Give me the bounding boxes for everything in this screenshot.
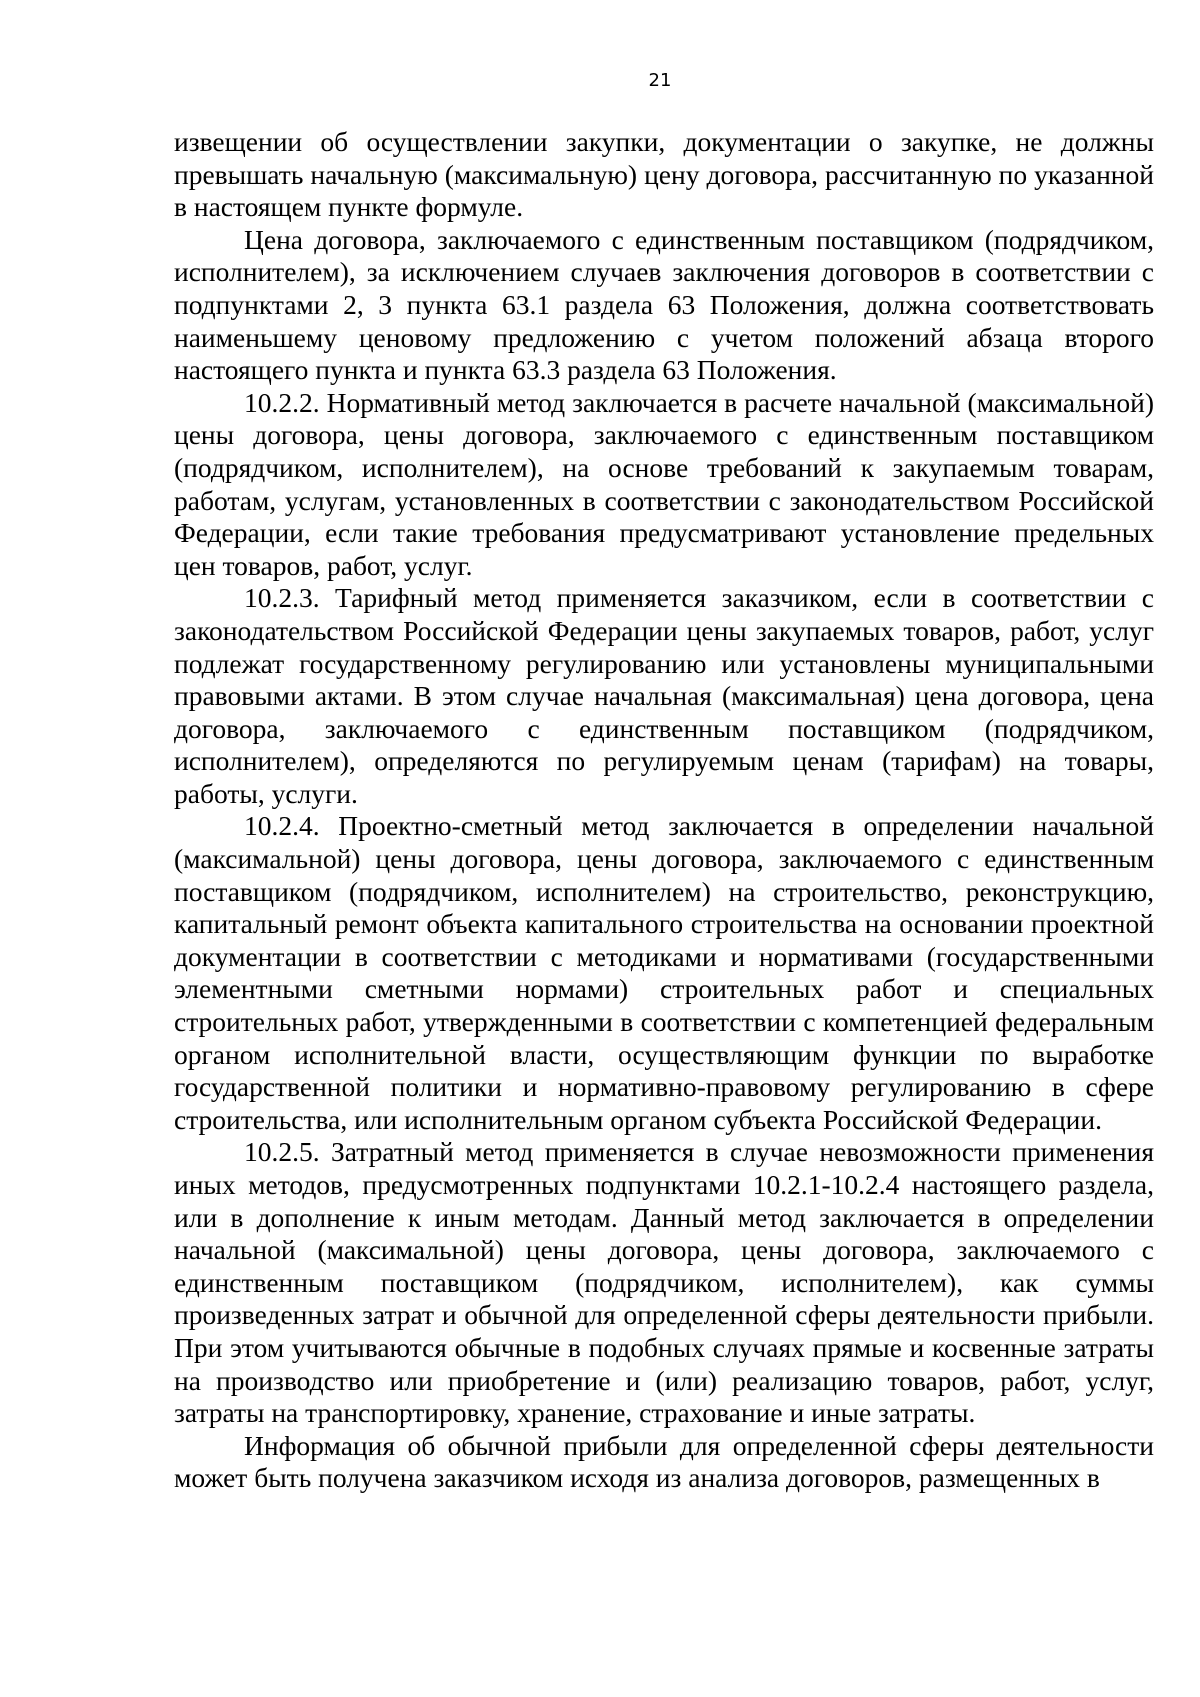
document-body — [174, 126, 1154, 1495]
paragraph-10-2-5-cost-method: 10.2.5. Затратный метод применяется в случае невозможности применения иных методов, предусмотренных подпунктами 10.2.1-10.2.4 настоящего раздела, или в дополнение к иным методам. Данный метод заключается в определении начальной (максимальной) цены договора, цены договора, заключаемого с единственным поставщиком (подрядчиком, исполнителем), как суммы произведенных затрат и обычной для определенной сферы деятельности прибыли. При этом учитываются обычные в подобных случаях прямые и косвенные затраты на производство или приобретение и (или) реализацию товаров, работ, услуг, затраты на транспортировку, хранение, страхование и иные затраты. — [174, 1136, 1154, 1429]
paragraph-10-2-2-normative-method: 10.2.2. Нормативный метод заключается в расчете начальной (максимальной) цены договора, цены договора, заключаемого с единственным поставщиком (подрядчиком, исполнителем), на основе требований к закупаемым товарам, работам, услугам, установленных в соответствии с законодательством Российской Федерации, если такие требования предусматривают установление предельных цен товаров, работ, услуг. — [174, 386, 1154, 581]
paragraph-10-2-4-design-estimate-method: 10.2.4. Проектно-сметный метод заключается в определении начальной (максимальной) цены договора, цены договора, заключаемого с единственным поставщиком (подрядчиком, исполнителем) на строительство, реконструкцию, капитальный ремонт объекта капитального строительства на основании проектной документации в соответствии с методиками и нормативами (государственными элементными сметными нормами) строительных работ и специальных строительных работ, утвержденными в соответствии с компетенцией федеральным органом исполнительной власти, осуществляющим функции по выработке государственной политики и нормативно-правовому регулированию в сфере строительства, или исполнительным органом субъекта Российской Федерации. — [174, 810, 1154, 1135]
paragraph-profit-information: Информация об обычной прибыли для определенной сферы деятельности может быть получена заказчиком исходя из анализа договоров, размещенных в — [174, 1429, 1154, 1494]
paragraph-continuation: извещении об осуществлении закупки, документации о закупке, не должны превышать начальную (максимальную) цену договора, рассчитанную по указанной в настоящем пункте формуле. — [174, 126, 1154, 223]
paragraph-single-supplier-price: Цена договора, заключаемого с единственным поставщиком (подрядчиком, исполнителем), за исключением случаев заключения договоров в соответствии с подпунктами 2, 3 пункта 63.1 раздела 63 Положения, должна соответствовать наименьшему ценовому предложению с учетом положений абзаца второго настоящего пункта и пункта 63.3 раздела 63 Положения. — [174, 223, 1154, 386]
paragraph-10-2-3-tariff-method: 10.2.3. Тарифный метод применяется заказчиком, если в соответствии с законодательством Российской Федерации цены закупаемых товаров, работ, услуг подлежат государственному регулированию или установлены муниципальными правовыми актами. В этом случае начальная (максимальная) цена договора, цена договора, заключаемого с единственным поставщиком (подрядчиком, исполнителем), определяются по регулируемым ценам (тарифам) на товары, работы, услуги. — [174, 582, 1154, 809]
page-number: 21 — [648, 70, 672, 91]
